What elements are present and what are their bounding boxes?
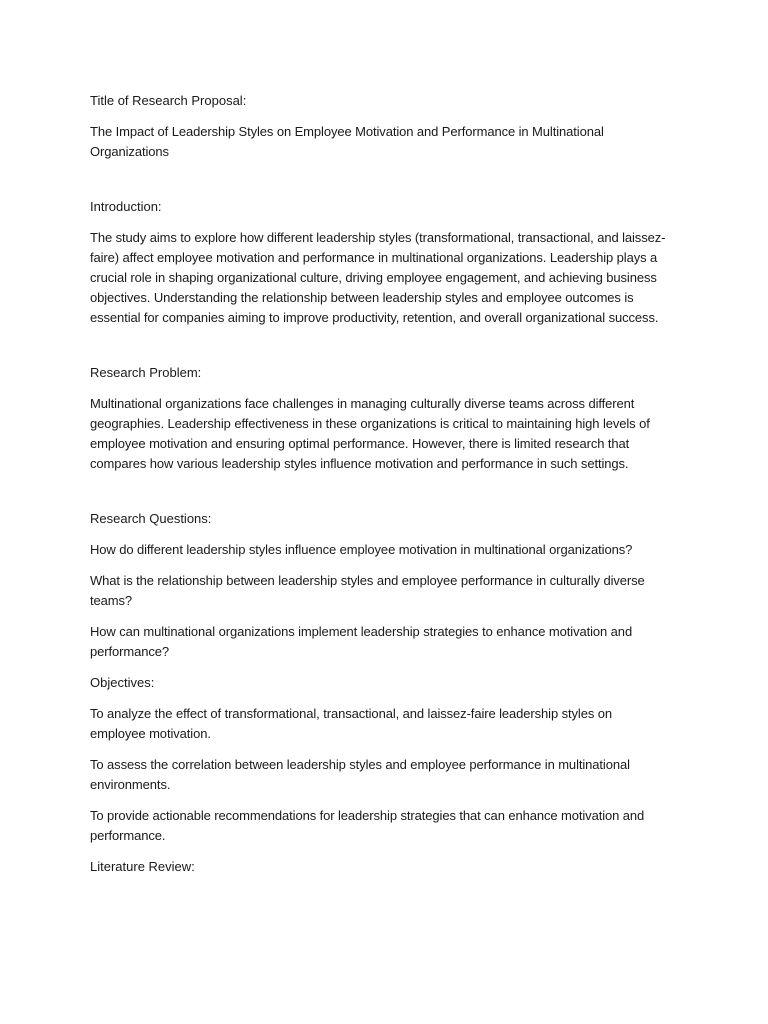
spacer (90, 339, 670, 363)
objectives-heading: Objectives: (90, 675, 155, 690)
research-questions-heading: Research Questions: (90, 511, 212, 526)
objective-item: To assess the correlation between leadership styles and employee performance in multinational environments. (90, 757, 630, 792)
research-problem-heading: Research Problem: (90, 365, 202, 380)
proposal-title: The Impact of Leadership Styles on Employee Motivation and Performance in Multinational Organizations (90, 124, 604, 159)
spacer (90, 485, 670, 509)
literature-review-heading: Literature Review: (90, 859, 195, 874)
research-question-item: What is the relationship between leadership styles and employee performance in culturally diverse teams? (90, 573, 645, 608)
document-body (90, 91, 670, 888)
objective-item: To provide actionable recommendations for leadership strategies that can enhance motivation and performance. (90, 808, 645, 843)
title-label: Title of Research Proposal: (90, 93, 247, 108)
research-question-item: How do different leadership styles influence employee motivation in multinational organizations? (90, 542, 633, 557)
objective-item: To analyze the effect of transformational, transactional, and laissez-faire leadership styles on employee motivation. (90, 706, 613, 741)
research-question-item: How can multinational organizations implement leadership strategies to enhance motivation and performance? (90, 624, 633, 659)
introduction-paragraph: The study aims to explore how different leadership styles (transformational, transactional, and laissez-faire) affect employee motivation and performance in multinational organizations. Leadership plays a crucial role in shaping organizational culture, driving employee engagement, and achieving business objectives. Understanding the relationship between leadership styles and employee outcomes is essential for companies aiming to improve productivity, retention, and overall organizational success. (90, 230, 666, 325)
introduction-heading: Introduction: (90, 199, 162, 214)
research-problem-paragraph: Multinational organizations face challenges in managing culturally diverse teams across different geographies. Leadership effectiveness in these organizations is critical to maintaining high levels of employee motivation and ensuring optimal performance. However, there is limited research that compares how various leadership styles influence motivation and performance in such settings. (90, 396, 650, 471)
spacer (90, 173, 670, 197)
